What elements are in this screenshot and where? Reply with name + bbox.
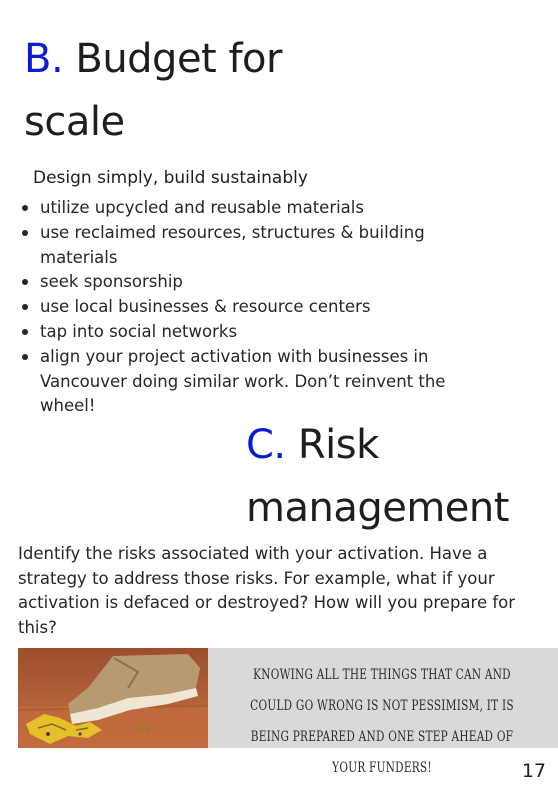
- section-c-title: Risk management: [246, 422, 509, 531]
- list-item: [18, 196, 448, 221]
- section-b-letter: B.: [24, 36, 64, 82]
- section-c-letter: C.: [246, 422, 286, 468]
- list-item: [18, 221, 448, 271]
- section-b-heading: [24, 28, 344, 154]
- bullet-icon: [22, 205, 28, 211]
- bullet-list: [18, 196, 448, 419]
- bullet-icon: [22, 304, 28, 310]
- section-c-heading: [246, 414, 546, 540]
- bullet-icon: [22, 230, 28, 236]
- shoe-banana-peel-image: [18, 648, 208, 748]
- list-item-text: utilize upcycled and reusable materials: [40, 198, 364, 217]
- list-item-text: align your project activation with businesses in Vancouver doing similar work. Don’t reinvent the wheel!: [40, 346, 446, 416]
- list-item-text: tap into social networks: [40, 321, 238, 341]
- list-item-text: seek sponsorship: [40, 272, 183, 292]
- list-item-text: use reclaimed resources, structures & building materials: [40, 222, 425, 267]
- bullet-icon: [22, 279, 28, 285]
- bullet-icon: [22, 354, 28, 360]
- section-b-subheading: Design simply, build sustainably: [33, 168, 308, 188]
- list-item: [18, 270, 448, 295]
- callout-quote: KNOWING ALL THE THINGS THAT CAN AND COULD GO WRONG IS NOT PESSIMISM, IT IS BEING PREPARED AND ONE STEP AHEAD OF YOUR FUNDERS!: [250, 667, 514, 776]
- bullet-icon: [22, 329, 28, 335]
- list-item: [18, 345, 448, 419]
- page-number: 17: [521, 760, 546, 782]
- risk-paragraph: Identify the risks associated with your activation. Have a strategy to address those risks. For example, what if your activation is defaced or destroyed? How will you prepare for this?: [18, 544, 516, 637]
- list-item: [18, 320, 448, 345]
- list-item: [18, 295, 448, 320]
- section-b-title: Budget for scale: [24, 36, 282, 145]
- list-item-text: use local businesses & resource centers: [40, 297, 371, 317]
